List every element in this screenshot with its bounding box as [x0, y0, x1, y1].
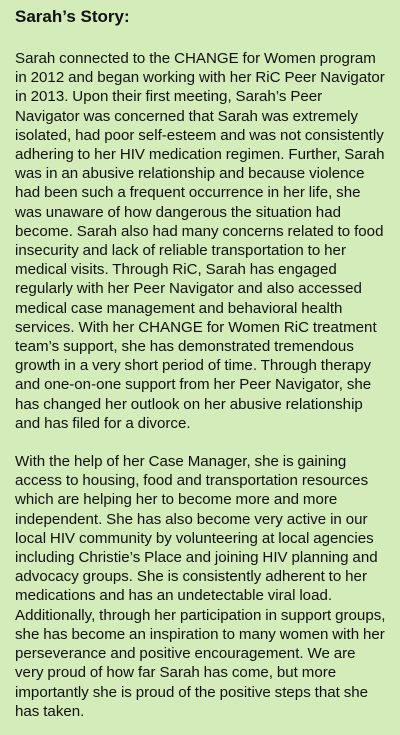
- story-paragraph-1: Sarah connected to the CHANGE for Women program in 2012 and began working with her RiC Peer Navigator in 2013. Upon their first meeting, Sarah’s Peer Navigator was concerned that Sarah was extremely isolated, had poor self-esteem and was not consistently adhering to her HIV medication regimen. Further, Sarah was in an abusive relationship and because violence had been such a frequent occurrence in her life, she was unaware of how dangerous the situation had become. Sarah also had many concerns related to food insecurity and lack of reliable transportation to her medical visits. Through RiC, Sarah has engaged regularly with her Peer Navigator and also accessed medical case management and behavioral health services. With her CHANGE for Women RiC treatment team’s support, she has demonstrated tremendous growth in a very short period of time. Through therapy and one-on-one support from her Peer Navigator, she has changed her outlook on her abusive relationship and has filed for a divorce.: [15, 50, 385, 432]
- story-paragraph-2: With the help of her Case Manager, she is gaining access to housing, food and transportation resources which are helping her to become more and more independent. She has also become very active in our local HIV community by volunteering at local agencies including Christie’s Place and joining HIV planning and advocacy groups. She is consistently adherent to her medications and has an undetectable viral load. Additionally, through her participation in support groups, she has become an inspiration to many women with her perseverance and positive encouragement. We are very proud of how far Sarah has come, but more importantly she is proud of the positive steps that she has taken.: [15, 453, 386, 720]
- story-title: Sarah’s Story:: [15, 7, 130, 26]
